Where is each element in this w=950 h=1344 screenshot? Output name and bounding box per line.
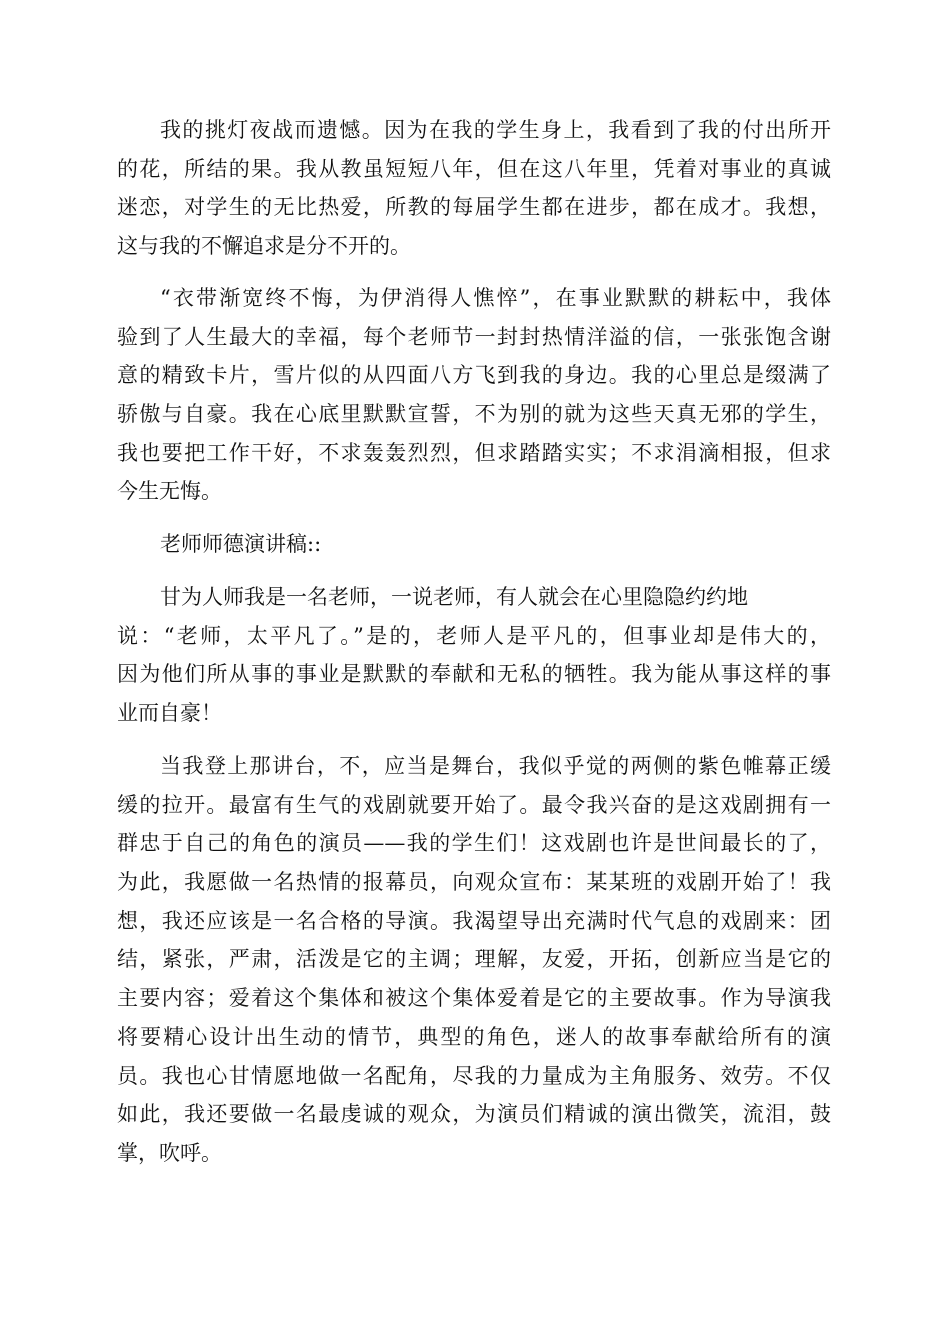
paragraph-4 bbox=[117, 747, 831, 1173]
text-line: 今生无悔。 bbox=[117, 479, 222, 504]
text-line: 想，我还应该是一名合格的导演。我渴望导出充满时代气息的戏剧来：团 bbox=[117, 908, 831, 933]
text-line: 将要精心设计出生动的情节，典型的角色，迷人的故事奉献给所有的演 bbox=[117, 1024, 831, 1049]
text-line: 群忠于自己的角色的演员——我的学生们！这戏剧也许是世间最长的了， bbox=[117, 831, 831, 856]
text-line: 结，紧张，严肃，活泼是它的主调；理解，友爱，开拓，创新应当是它的 bbox=[117, 947, 831, 972]
text-line: 说：“老师，太平凡了。”是的，老师人是平凡的，但事业却是伟大的， bbox=[117, 623, 831, 648]
text-line: 为此，我愿做一名热情的报幕员，向观众宣布：某某班的戏剧开始了！我 bbox=[117, 870, 831, 895]
text-line: 的花，所结的果。我从教虽短短八年，但在这八年里，凭着对事业的真诚 bbox=[117, 156, 831, 181]
paragraph-3 bbox=[117, 578, 831, 733]
text-line: 如此，我还要做一名最虔诚的观众，为演员们精诚的演出微笑，流泪，鼓 bbox=[117, 1102, 831, 1127]
section-heading bbox=[117, 525, 831, 564]
text-line: 骄傲与自豪。我在心底里默默宣誓，不为别的就为这些天真无邪的学生， bbox=[117, 402, 831, 427]
text-line: 业而自豪！ bbox=[117, 701, 222, 726]
text-line: 缓的拉开。最富有生气的戏剧就要开始了。最令我兴奋的是这戏剧拥有一 bbox=[117, 792, 831, 817]
text-line: 迷恋，对学生的无比热爱，所教的每届学生都在进步，都在成才。我想， bbox=[117, 195, 831, 220]
text-line: 当我登上那讲台，不，应当是舞台，我似乎觉的两侧的紫色帷幕正缓 bbox=[160, 754, 831, 778]
text-line: 我的挑灯夜战而遗憾。因为在我的学生身上，我看到了我的付出所开 bbox=[160, 118, 831, 142]
text-line: 我也要把工作干好，不求轰轰烈烈，但求踏踏实实；不求涓滴相报，但求 bbox=[117, 440, 831, 465]
paragraph-2 bbox=[117, 279, 831, 511]
text-line: “衣带渐宽终不悔，为伊消得人憔悴”，在事业默默的耕耘中，我体 bbox=[160, 286, 831, 310]
text-line: 甘为人师我是一名老师，一说老师，有人就会在心里隐隐约约地 bbox=[160, 585, 748, 609]
text-line: 验到了人生最大的幸福，每个老师节一封封热情洋溢的信，一张张饱含谢 bbox=[117, 324, 831, 349]
text-line: 主要内容；爱着这个集体和被这个集体爱着是它的主要故事。作为导演我 bbox=[117, 986, 831, 1011]
text-line: 这与我的不懈追求是分不开的。 bbox=[117, 234, 411, 259]
paragraph-1 bbox=[117, 111, 831, 266]
text-line: 意的精致卡片，雪片似的从四面八方飞到我的身边。我的心里总是缀满了 bbox=[117, 363, 831, 388]
text-line: 因为他们所从事的事业是默默的奉献和无私的牺牲。我为能从事这样的事 bbox=[117, 662, 831, 687]
text-line: 老师师德演讲稿:: bbox=[160, 532, 322, 556]
text-line: 掌，吹呼。 bbox=[117, 1140, 222, 1165]
text-line: 员。我也心甘情愿地做一名配角，尽我的力量成为主角服务、效劳。不仅 bbox=[117, 1063, 831, 1088]
